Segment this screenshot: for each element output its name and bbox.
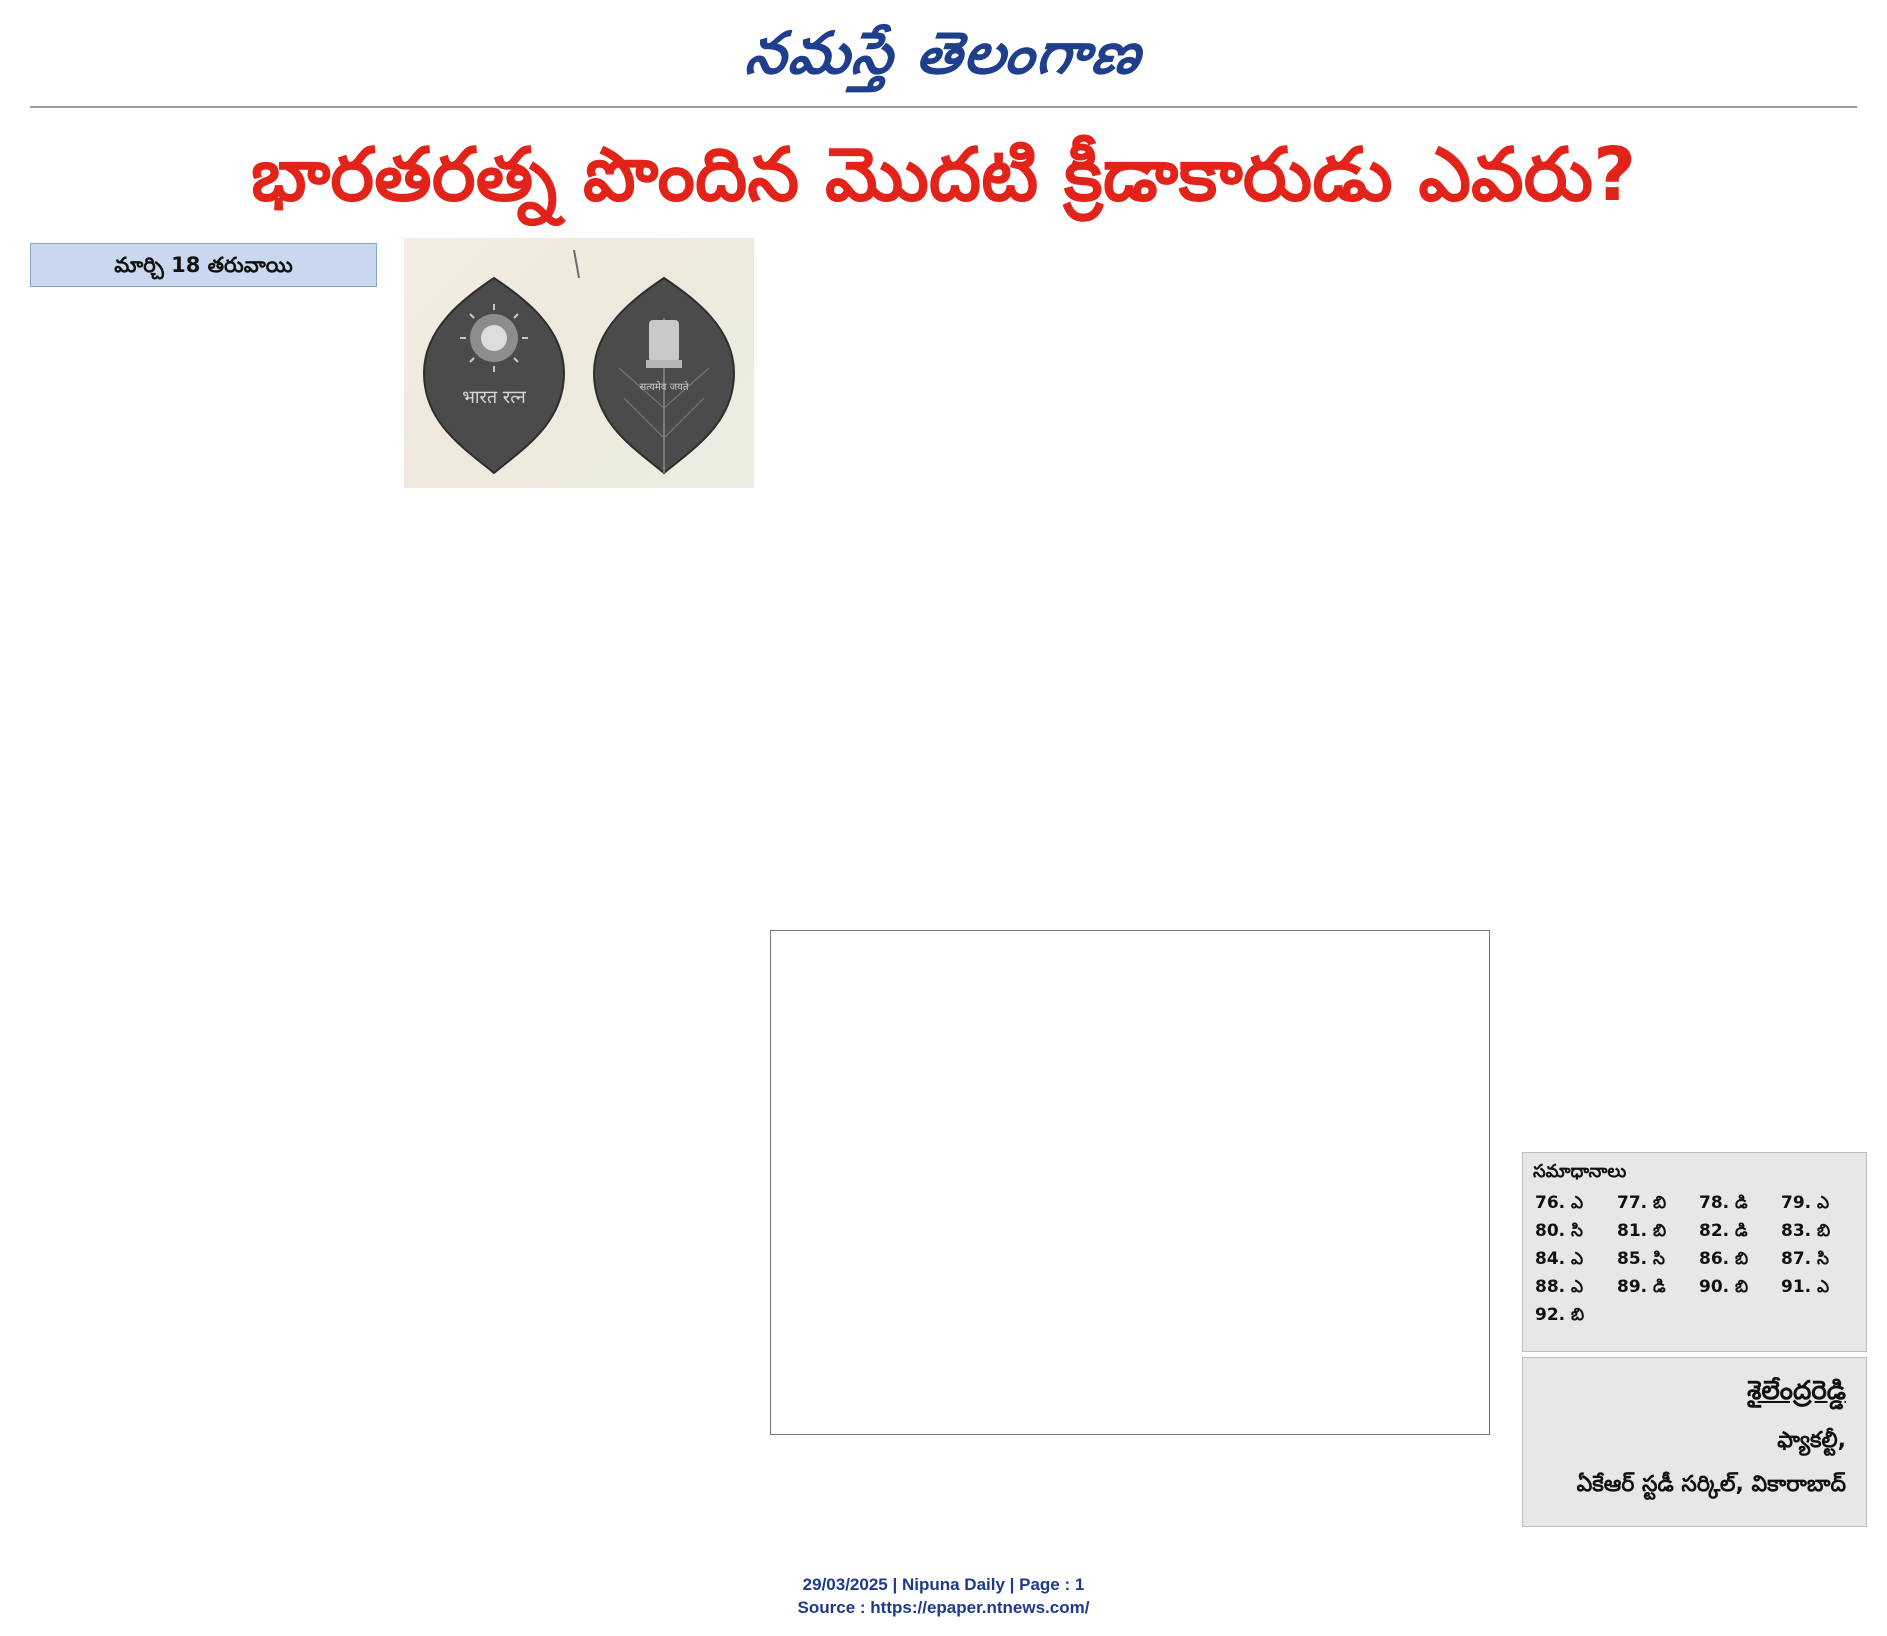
answer-item: 88. ఎ [1535,1277,1584,1297]
answer-item: 87. సి [1781,1249,1829,1269]
svg-text:भारत रत्न: भारत रत्न [462,387,526,408]
author-name: శైలేంద్రరెడ్డి [1747,1376,1846,1406]
svg-text:सत्यमेव जयते: सत्यमेव जयते [639,382,689,393]
headline-text: భారతరత్న పొందిన మొదటి క్రీడాకారుడు ఎవరు? [250,132,1637,218]
answer-item: 77. బి [1617,1193,1667,1213]
footer-date-line: 29/03/2025 | Nipuna Daily | Page : 1 [802,1575,1085,1594]
headline [20,120,1867,230]
date-band-text: మార్చి 18 తరువాయి [114,253,293,277]
footer [0,1573,1887,1619]
answer-item: 81. బి [1617,1221,1667,1241]
answer-item: 80. సి [1535,1221,1583,1241]
date-band [30,243,377,287]
masthead-divider [30,106,1857,108]
medal-front-icon [424,278,564,473]
answer-item: 89. డి [1617,1277,1666,1297]
answer-item: 76. ఎ [1535,1193,1584,1213]
answer-item: 86. బి [1699,1249,1749,1269]
author-role: ఫ్యాకల్టీ, [1777,1428,1846,1453]
author-org: ఏకేఆర్ స్టడీ సర్కిల్, వికారాబాద్ [1576,1472,1846,1497]
answer-item: 92. బి [1535,1305,1585,1325]
footer-source-line: Source : https://epaper.ntnews.com/ [797,1598,1090,1617]
masthead-title: నమస్తే తెలంగాణ [741,19,1146,87]
q86-87-boxed-section [770,930,1490,1435]
answer-item: 83. బి [1781,1221,1831,1241]
medal-illustration [404,238,754,488]
author-box [1522,1357,1867,1527]
medal-back-icon [594,278,734,473]
answer-item: 78. డి [1699,1193,1748,1213]
answers-box [1522,1152,1867,1352]
answer-item: 84. ఎ [1535,1249,1584,1269]
answer-item: 90. బి [1699,1277,1749,1297]
masthead [0,8,1887,98]
answer-item: 85. సి [1617,1249,1665,1269]
bharat-ratna-medal-image [404,238,754,488]
answer-item: 79. ఎ [1781,1193,1830,1213]
answer-item: 82. డి [1699,1221,1748,1241]
answers-title: సమాధానాలు [1533,1161,1627,1182]
answer-item: 91. ఎ [1781,1277,1830,1297]
